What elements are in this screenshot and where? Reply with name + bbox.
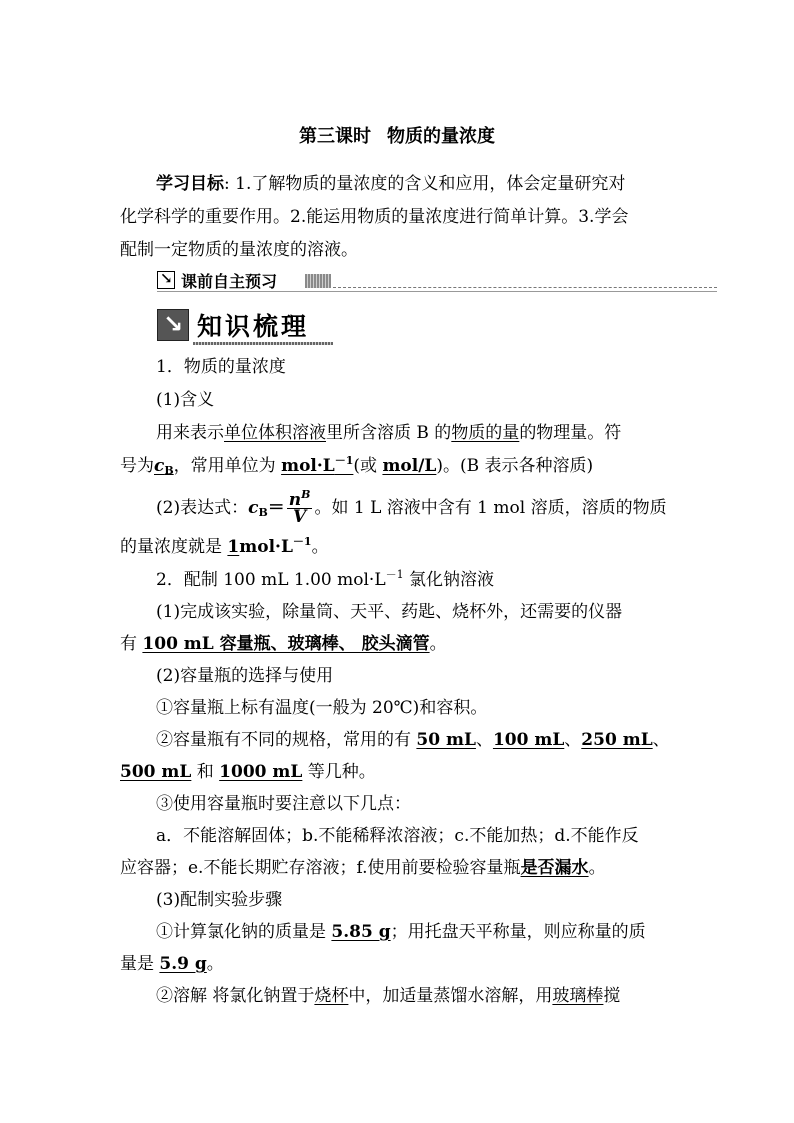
sym-text-b: ，常用单位为 xyxy=(173,456,282,476)
s2-p2-3a: a．不能溶解固体；b.不能稀释浓溶液；c.不能加热；d.不能作反 xyxy=(156,826,639,846)
expression-line xyxy=(156,488,680,527)
p3-2-text-b: 中，加适量蒸馏水溶解，用 xyxy=(348,986,553,1006)
s2-p3: (3)配制实验步骤 xyxy=(156,890,283,910)
s2-p3-1 xyxy=(156,920,680,944)
knowledge-banner-label: 知识梳理 xyxy=(197,312,310,341)
p1-text-b: 。 xyxy=(429,634,447,654)
p3-1-text-c: 量是 xyxy=(120,954,160,974)
volume-500: 500 mL xyxy=(120,762,192,782)
unit-answer-2: mol/L xyxy=(382,456,437,476)
res-sup: －1 xyxy=(292,535,312,548)
knowledge-banner xyxy=(157,307,337,343)
section1-heading: 1．物质的量浓度 xyxy=(156,357,286,377)
p3-1-text-d: 。 xyxy=(206,954,224,974)
expr-sub: B xyxy=(258,506,268,519)
volume-50: 50 mL xyxy=(416,730,476,750)
res-text-a: 的量浓度就是 xyxy=(120,537,228,557)
objectives-text-1: : 1.了解物质的量浓度的含义和应用，体会定量研究对 xyxy=(224,174,626,194)
arrow-icon: ↘ xyxy=(157,271,175,289)
preview-banner-label: 课前自主预习 xyxy=(181,272,278,291)
sym-c: c xyxy=(154,456,165,476)
s2-p2: (2)容量瓶的选择与使用 xyxy=(156,666,334,686)
res-text-c: 。 xyxy=(311,537,329,557)
s2-heading-a: 2．配制 100 mL 1.00 mol·L xyxy=(156,570,386,590)
def-answer-1: 单位体积溶液 xyxy=(224,423,326,443)
volume-1000: 1000 mL xyxy=(219,762,303,782)
unit-answer-1 xyxy=(281,456,353,476)
tail-text: 等几种。 xyxy=(302,762,376,782)
s2-p2-3b xyxy=(120,856,680,880)
lesson-title-part1: 第三课时 xyxy=(299,126,371,147)
s2-p3-2 xyxy=(156,984,680,1008)
s2-p2-3: ③使用容量瓶时要注意以下几点： xyxy=(156,794,411,814)
beaker-answer: 烧杯 xyxy=(314,986,349,1006)
result-line xyxy=(120,535,680,559)
expr-c: c xyxy=(248,498,259,518)
unit1: mol·L xyxy=(281,456,335,476)
def-text-b: 里所含溶质 B 的 xyxy=(326,423,452,443)
definition-line-1 xyxy=(156,421,680,445)
unit1-sup: －1 xyxy=(334,454,354,467)
preview-banner xyxy=(157,270,717,292)
and-text: 和 xyxy=(191,762,220,782)
sym-text-c: (或 xyxy=(353,456,383,476)
p3-2-text-c: 搅 xyxy=(603,986,621,1006)
expr-eq: ＝ xyxy=(267,498,285,518)
expr-text-b: 。如 1 L 溶液中含有 1 mol 溶质，溶质的物质 xyxy=(314,498,667,518)
num-n: n xyxy=(288,490,302,510)
fraction xyxy=(287,488,313,527)
sym-text-a: 号为 xyxy=(120,456,154,476)
p3-2-text-a: ②溶解 将氯化钠置于 xyxy=(156,986,315,1006)
s2-p1-line2 xyxy=(120,632,680,656)
fraction-denominator: V xyxy=(293,507,307,527)
lesson-title xyxy=(0,122,794,148)
mass-answer-1: 5.85 g xyxy=(331,922,391,942)
objectives-line-2: 化学科学的重要作用。2.能运用物质的量浓度进行简单计算。3.学会 xyxy=(120,207,629,227)
p2-2-text: ②容量瓶有不同的规格，常用的有 xyxy=(156,730,417,750)
definition-line-2 xyxy=(120,454,680,478)
res-answer: 1 xyxy=(227,537,240,557)
p3-1-text-a: ①计算氯化钠的质量是 xyxy=(156,922,332,942)
s2-p2-2 xyxy=(156,728,680,752)
leak-answer: 是否漏水 xyxy=(520,858,589,878)
sym-answer xyxy=(154,456,174,476)
def-text-a: 用来表示 xyxy=(156,423,224,443)
s2-p2-2-cont xyxy=(120,760,680,784)
objectives-label: 学习目标 xyxy=(156,174,224,194)
p3-1-text-b: ；用托盘天平称量，则应称量的质 xyxy=(390,922,646,942)
mass-answer-2: 5.9 g xyxy=(159,954,207,974)
num-sup: B xyxy=(301,488,311,501)
s2-heading-sup: －1 xyxy=(385,568,404,581)
section2-heading xyxy=(156,568,680,592)
objectives-line-3: 配制一定物质的量浓度的溶液。 xyxy=(120,240,358,260)
section1-sub1: (1)含义 xyxy=(156,390,215,410)
banner-decoration xyxy=(305,274,331,288)
sym-sub: B xyxy=(164,464,174,477)
volume-250: 250 mL xyxy=(581,730,653,750)
p2-3b-end: 。 xyxy=(588,858,606,878)
s2-p2-1: ①容量瓶上标有温度(一般为 20℃)和容积。 xyxy=(156,698,488,718)
sep-3: 、 xyxy=(652,730,670,750)
p1-answer: 100 mL 容量瓶、玻璃棒、 胶头滴管 xyxy=(142,634,430,654)
res-unit: mol·L xyxy=(239,537,293,557)
chevron-right-icon: ↘ xyxy=(157,309,189,341)
s2-heading-b: 氯化钠溶液 xyxy=(403,570,495,590)
def-answer-2: 物质的量 xyxy=(451,423,520,443)
sym-text-d: )。(B 表示各种溶质) xyxy=(436,456,594,476)
p2-3b-text: 应容器；e.不能长期贮存溶液；f.使用前要检验容量瓶 xyxy=(120,858,521,878)
banner-underline xyxy=(193,342,333,345)
glass-rod-answer: 玻璃棒 xyxy=(552,986,604,1006)
p1-text-a: 有 xyxy=(120,634,143,654)
s2-p3-1-cont xyxy=(120,952,680,976)
s2-p1-line1: (1)完成该实验，除量筒、天平、药匙、烧杯外，还需要的仪器 xyxy=(156,602,623,622)
banner-rule xyxy=(157,291,717,292)
def-text-c: 的物理量。符 xyxy=(519,423,622,443)
objectives-line-1 xyxy=(156,172,680,196)
sep-1: 、 xyxy=(475,730,493,750)
expr-text-a: (2)表达式： xyxy=(156,498,249,518)
sep-2: 、 xyxy=(564,730,582,750)
lesson-title-part2: 物质的量浓度 xyxy=(387,126,495,147)
banner-dotted-rule xyxy=(333,287,717,288)
volume-100: 100 mL xyxy=(492,730,565,750)
